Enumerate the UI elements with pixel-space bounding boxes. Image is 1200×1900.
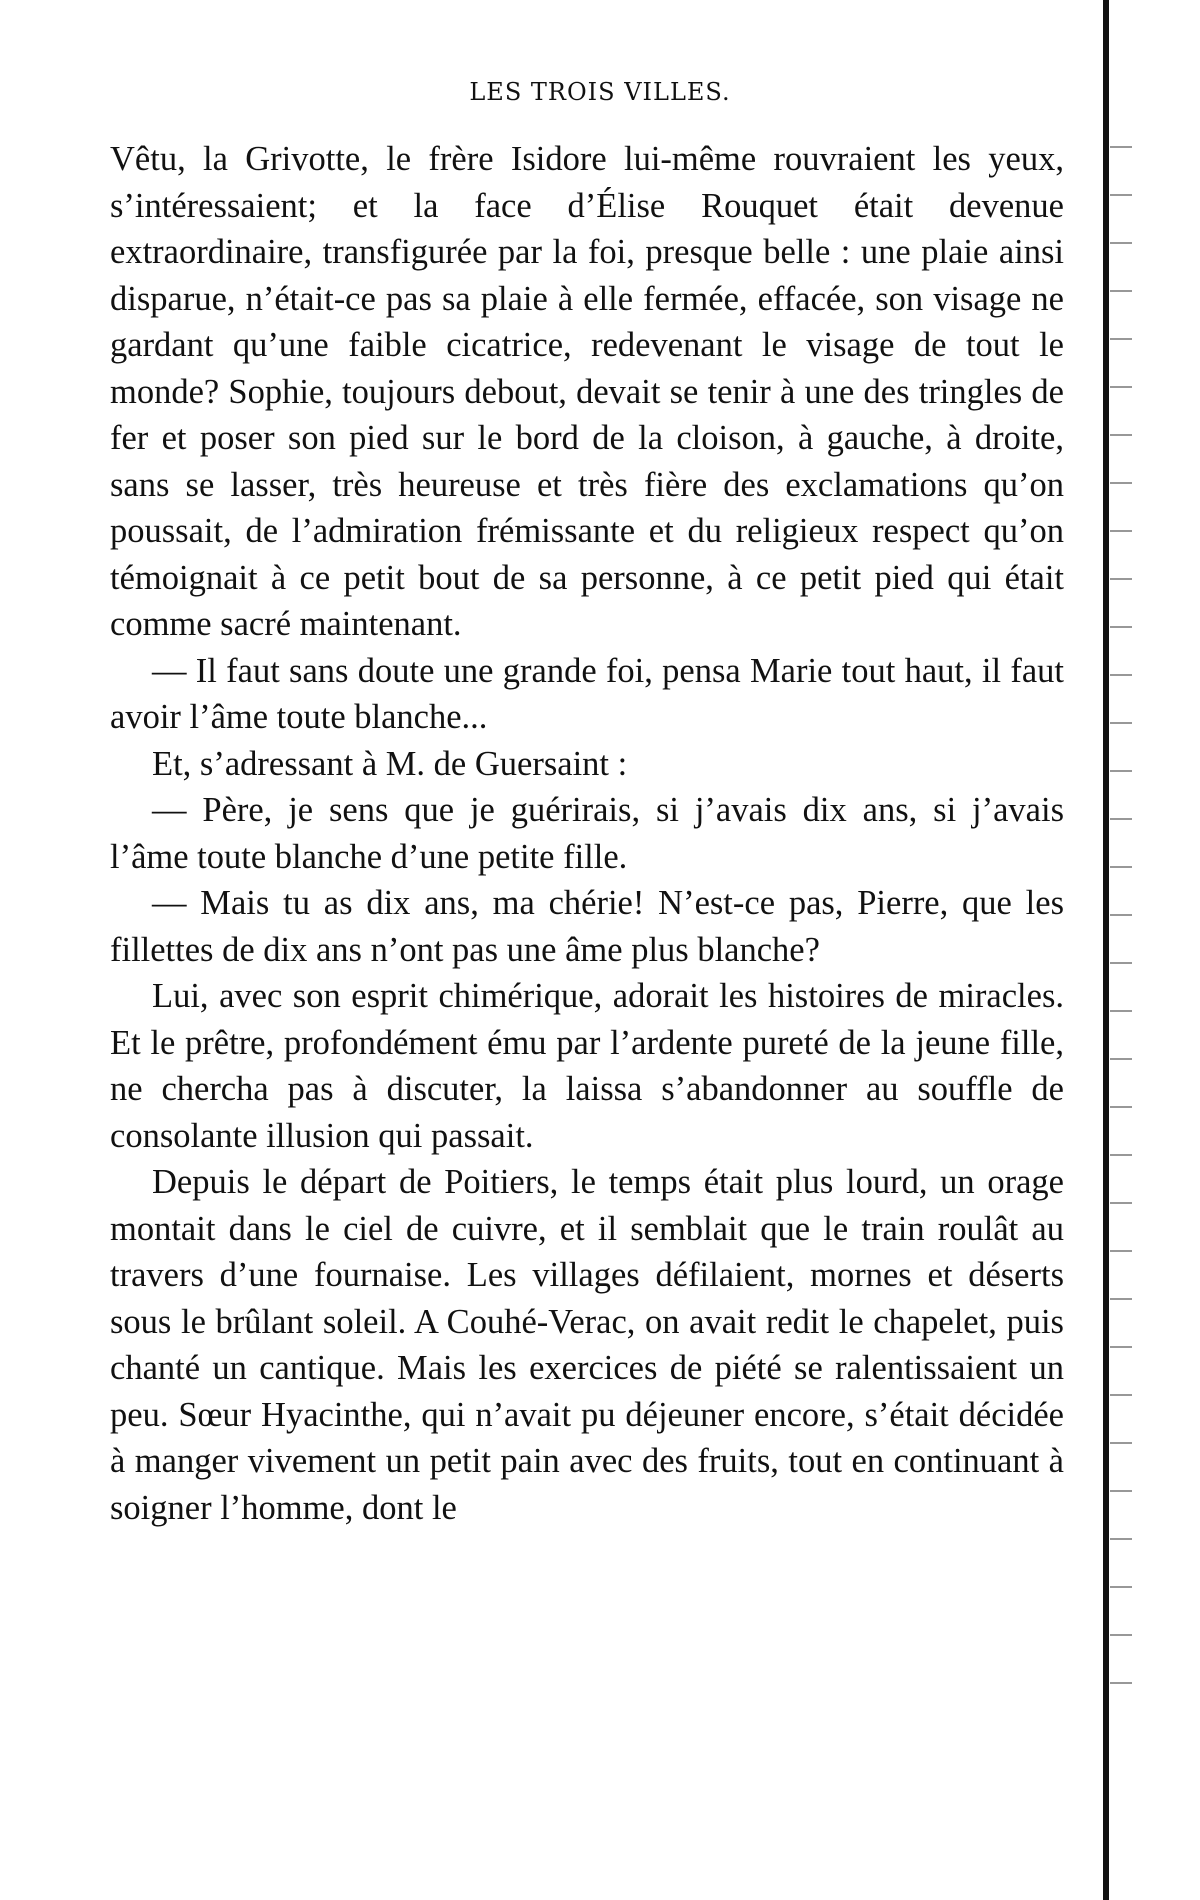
- paragraph-2: — Il faut sans doute une grande foi, pensa Marie tout haut, il faut avoir l’âme toute blanche...: [110, 651, 1064, 736]
- running-header: LES TROIS VILLES.: [469, 78, 731, 106]
- paragraph-1: Vêtu, la Grivotte, le frère Isidore lui-même rouvraient les yeux, s’intéressaient; et la face d’Élise Rouquet était devenue extraordinaire, transfigurée par la foi, presque belle : une plaie ainsi disparue, n’était-ce pas sa plaie à elle fermée, effacée, son visage ne gardant qu’une faible cicatrice, redevenant le visage de tout le monde? Sophie, toujours debout, devait se tenir à une des tringles de fer et poser son pied sur le bord de la cloison, à gauche, à droite, sans se lasser, très heureuse et très fière des exclamations qu’on poussait, de l’admiration frémissante et du religieux respect qu’on témoignait à ce petit bout de sa personne, à ce petit pied qui était comme sacré maintenant.: [110, 140, 1064, 643]
- paragraph-7: Depuis le départ de Poitiers, le temps était plus lourd, un orage montait dans le ciel de cuivre, et il semblait que le train roulât au travers d’une fournaise. Les villages défilaient, mornes et déserts sous le brûlant soleil. A Couhé-Verac, on avait redit le chapelet, puis chanté un cantique. Mais les exercices de piété se ralentissaient un peu. Sœur Hyacinthe, qui n’avait pu déjeuner encore, s’était décidée à manger vivement un petit pain avec des fruits, tout en continuant à soigner l’homme, dont le: [110, 1163, 1064, 1527]
- body-text: [110, 136, 1064, 1531]
- paragraph-5: — Mais tu as dix ans, ma chérie! N’est-ce pas, Pierre, que les fillettes de dix ans n’ont pas une âme plus blanche?: [110, 884, 1064, 969]
- paragraph-4: — Père, je sens que je guérirais, si j’avais dix ans, si j’avais l’âme toute blanche d’une petite fille.: [110, 791, 1064, 876]
- paragraph-3: Et, s’adressant à M. de Guersaint :: [152, 744, 628, 783]
- binding-edge-marks: [1110, 120, 1132, 1720]
- paragraph-6: Lui, avec son esprit chimérique, adorait les histoires de miracles. Et le prêtre, profondément ému par l’ardente pureté de la jeune fille, ne chercha pas à discuter, la laissa s’abandonner au souffle de consolante illusion qui passait.: [110, 977, 1064, 1155]
- binding-edge-line: [1103, 0, 1109, 1900]
